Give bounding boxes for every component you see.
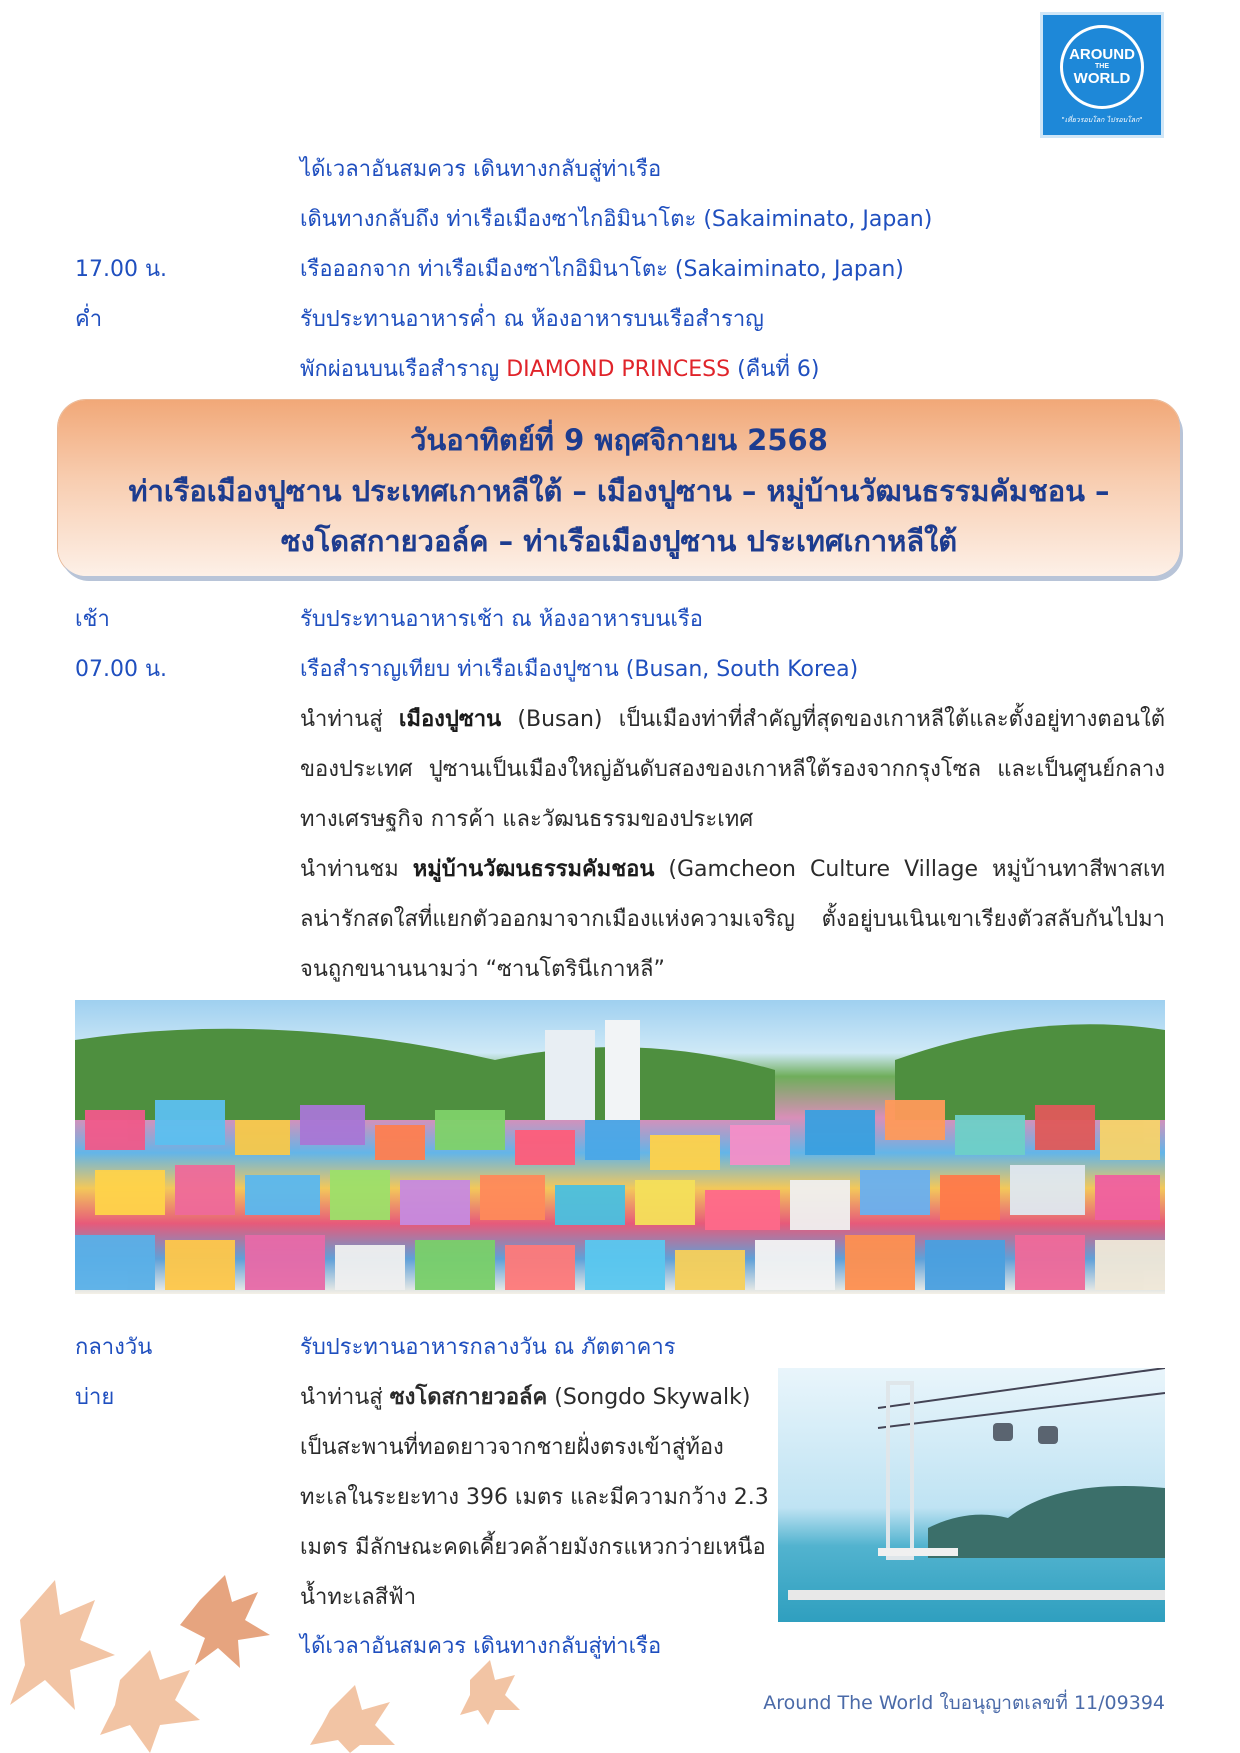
songdo-pre: นำท่านสู่: [300, 1385, 390, 1410]
logo-text-world: WORLD: [1073, 70, 1131, 87]
row-desc: รับประทานอาหารเช้า ณ ห้องอาหารบนเรือ: [300, 607, 703, 632]
row-desc: เรือออกจาก ท่าเรือเมืองซาไกอิมินาโตะ (Sakaiminato, Japan): [300, 257, 904, 282]
songdo-name: ซงโดสกายวอล์ค: [389, 1385, 548, 1410]
itinerary-row: [0, 295, 1240, 345]
gamcheon-post: (Gamcheon Culture Village หมู่บ้านทาสีพาสเทลน่ารักสดใสที่แยกตัวออกมาจากเมืองแห่งความเจริญ ตั้งอยู่บนเนินเขาเรียงตัวสลับกันไปมา จนถูกขนานนามว่า “ซานโตรินีเกาหลี”: [300, 857, 1165, 982]
logo-tagline: "เที่ยวรอบโลก ไปรอบโลก": [1061, 115, 1143, 124]
itinerary-row: [0, 195, 1240, 245]
rest-prefix: พักผ่อนบนเรือสำราญ: [300, 357, 507, 382]
row-desc: รับประทานอาหารค่ำ ณ ห้องอาหารบนเรือสำราญ: [300, 307, 764, 332]
busan-pre: นำท่านสู่: [300, 707, 399, 732]
banner-route-1: ท่าเรือเมืองปูซาน ประเทศเกาหลีใต้ – เมืองปูซาน – หมู่บ้านวัฒนธรรมคัมชอน –: [128, 474, 1110, 508]
rest-line: [300, 345, 820, 395]
row-time: 17.00 น.: [75, 257, 168, 282]
cable-car-illustration: [778, 1368, 1165, 1622]
itinerary-row: [0, 145, 1240, 195]
banner-date: วันอาทิตย์ที่ 9 พฤศจิกายน 2568: [410, 423, 828, 457]
row-time: 07.00 น.: [75, 657, 168, 682]
logo-globe-icon: [1060, 25, 1144, 109]
photo-illustration: [75, 1000, 1165, 1294]
gamcheon-name: หมู่บ้านวัฒนธรรมคัมชอน: [412, 857, 655, 882]
busan-post: (Busan) เป็นเมืองท่าที่สำคัญที่สุดของเกาหลีใต้และตั้งอยู่ทางตอนใต้ของประเทศ ปูซานเป็นเมืองใหญ่อันดับสองของเกาหลีใต้รองจากกรุงโซล และเป็นศูนย์กลางทางเศรษฐกิจ การค้า และวัฒนธรรมของประเทศ: [300, 707, 1165, 832]
logo-text-the: THE: [1095, 63, 1109, 70]
license-footer: Around The World ใบอนุญาตเลขที่ 11/09394: [763, 1692, 1165, 1714]
row-desc: ได้เวลาอันสมควร เดินทางกลับสู่ท่าเรือ: [300, 1634, 662, 1659]
itinerary-row: [0, 645, 1240, 695]
itinerary-row: [0, 245, 1240, 295]
gamcheon-pre: นำท่านชม: [300, 857, 413, 882]
rest-suffix: (คืนที่ 6): [730, 357, 820, 382]
banner-route-2: ซงโดสกายวอล์ค – ท่าเรือเมืองปูซาน ประเทศเกาหลีใต้: [280, 524, 958, 558]
logo-text-around: AROUND: [1069, 46, 1135, 63]
row-desc: เรือสำราญเทียบ ท่าเรือเมืองปูซาน (Busan, South Korea): [300, 657, 859, 682]
row-desc: เดินทางกลับถึง ท่าเรือเมืองซาไกอิมินาโตะ (Sakaiminato, Japan): [300, 207, 933, 232]
itinerary-row: [0, 345, 1240, 395]
company-logo: [1040, 12, 1164, 138]
autumn-leaves-decoration: [0, 1560, 560, 1753]
songdo-post: (Songdo Skywalk) เป็นสะพานที่ทอดยาวจากชายฝั่งตรงเข้าสู่ท้องทะเลในระยะทาง 396 เมตร และมีความกว้าง 2.3 เมตร มีลักษณะคดเคี้ยวคล้ายมังกรแหวกว่ายเหนือน้ำทะเลสีฟ้า: [300, 1385, 769, 1610]
row-desc: รับประทานอาหารกลางวัน ณ ภัตตาคาร: [300, 1335, 676, 1360]
gamcheon-description: [300, 845, 1165, 995]
row-time: เช้า: [75, 607, 110, 632]
row-desc: ได้เวลาอันสมควร เดินทางกลับสู่ท่าเรือ: [300, 157, 662, 182]
itinerary-row: [0, 1323, 1240, 1373]
gamcheon-village-photo: [75, 1000, 1165, 1294]
busan-description: [300, 695, 1165, 845]
row-time: ค่ำ: [75, 307, 103, 332]
day-banner: [58, 400, 1180, 576]
itinerary-row: [0, 595, 1240, 645]
row-time: บ่าย: [75, 1385, 115, 1410]
row-time: กลางวัน: [75, 1335, 153, 1360]
ship-name: DIAMOND PRINCESS: [506, 357, 731, 382]
songdo-skywalk-photo: [778, 1368, 1165, 1622]
busan-name: เมืองปูซาน: [398, 707, 502, 732]
